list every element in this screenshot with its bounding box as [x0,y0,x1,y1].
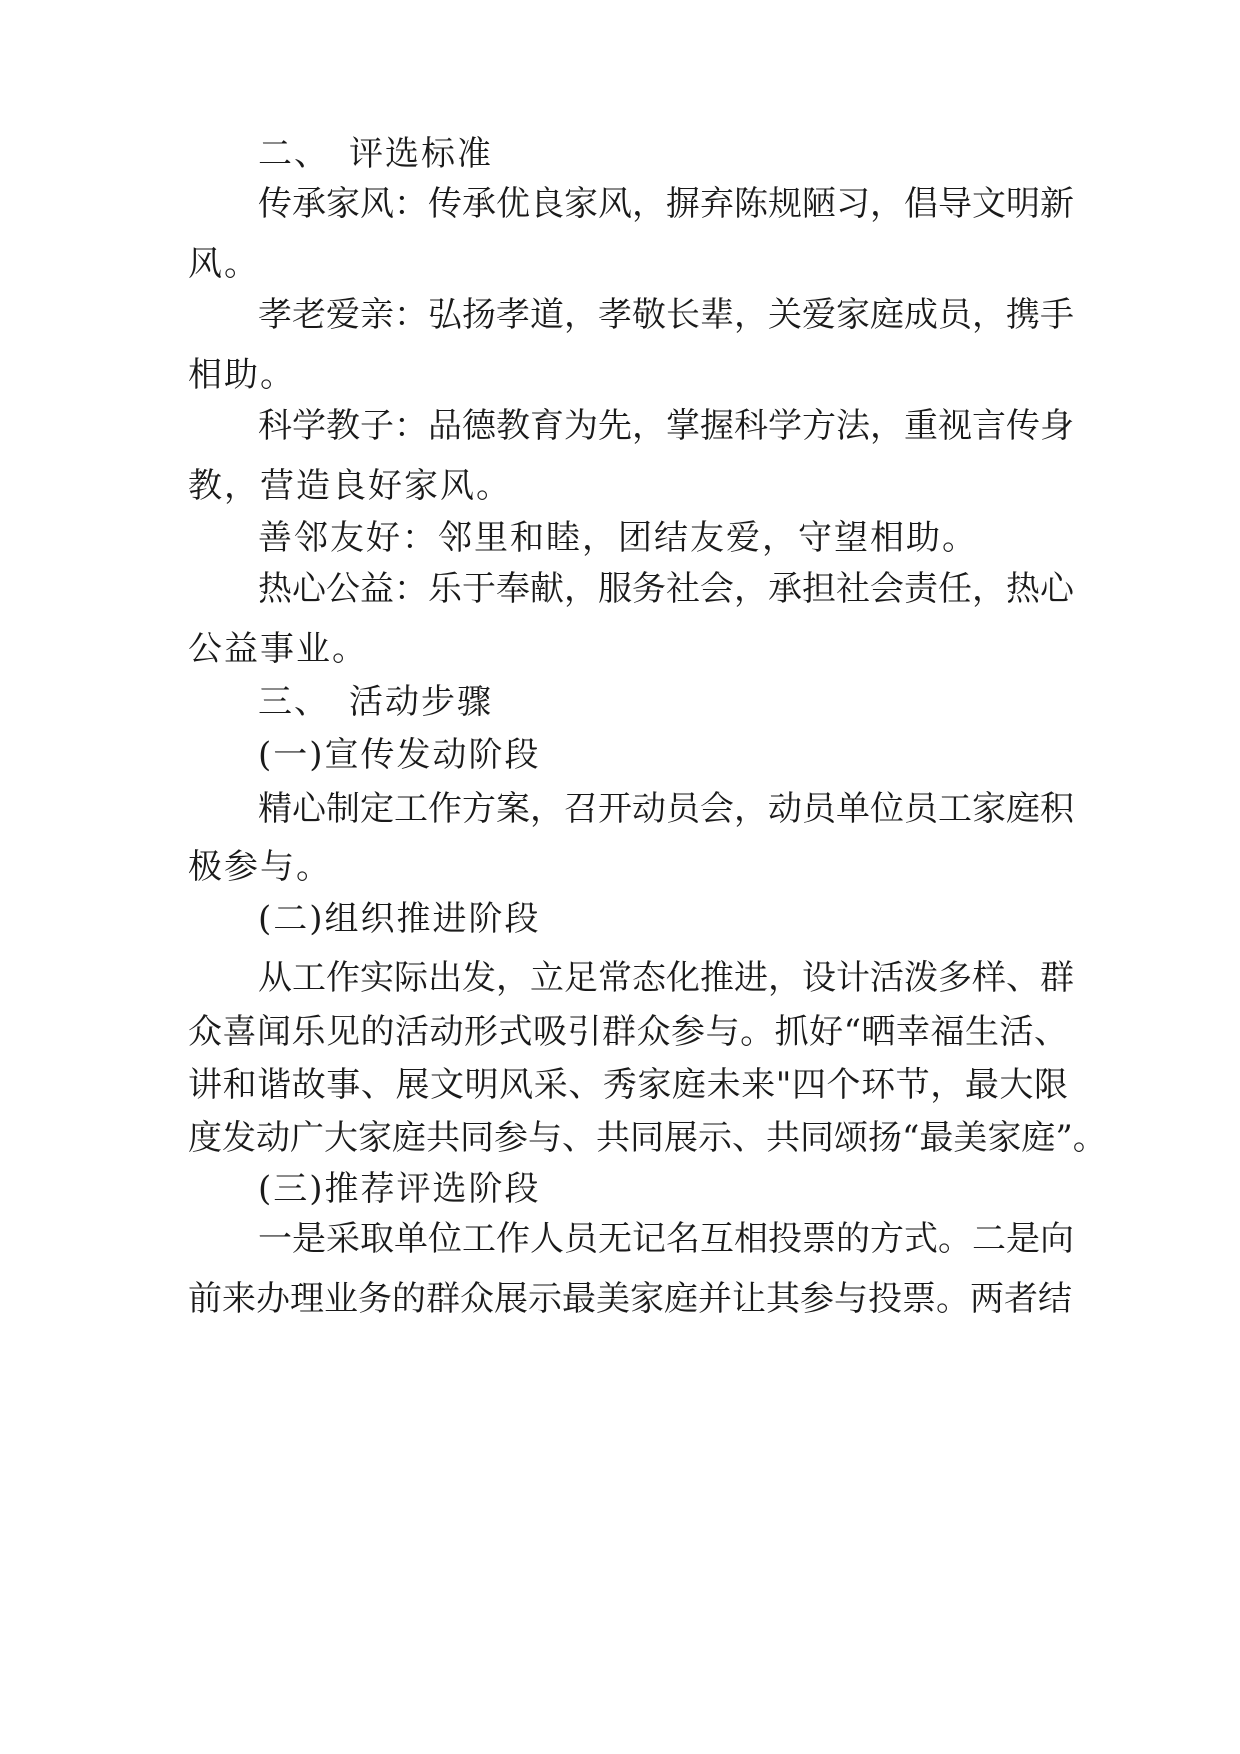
paragraph-line: 度发动广大家庭共同参与、共同展示、共同颂扬“最美家庭”。 [188,1118,1107,1158]
paragraph-line: 孝老爱亲：弘扬孝道，孝敬长辈，关爱家庭成员，携手 [258,295,1074,335]
paragraph-line: 科学教子：品德教育为先，掌握科学方法，重视言传身 [258,406,1074,446]
paragraph-line: 前来办理业务的群众展示最美家庭并让其参与投票。两者结 [188,1279,1072,1319]
paragraph-line: 极参与。 [188,847,332,887]
paragraph-line: 善邻友好：邻里和睦，团结友爱，守望相助。 [258,518,978,558]
paragraph-line: 传承家风：传承优良家风，摒弃陈规陋习，倡导文明新 [258,184,1074,224]
paragraph-line: 一是采取单位工作人员无记名互相投票的方式。二是向 [258,1219,1074,1259]
paragraph-line: 风。 [188,244,260,284]
paragraph-line: 教，营造良好家风。 [188,466,512,506]
paragraph-line: 相助。 [188,355,296,395]
subsection-heading: (三)推荐评选阶段 [258,1169,541,1209]
section-heading-steps: 三、 活动步骤 [258,682,493,722]
paragraph-line: 精心制定工作方案，召开动员会，动员单位员工家庭积 [258,789,1074,829]
paragraph-line: 讲和谐故事、展文明风采、秀家庭未来"四个环节，最大限 [188,1065,1068,1105]
paragraph-line: 热心公益：乐于奉献，服务社会，承担社会责任，热心 [258,569,1074,609]
paragraph-line: 从工作实际出发，立足常态化推进，设计活泼多样、群 [258,958,1074,998]
subsection-heading: (二)组织推进阶段 [258,899,541,939]
paragraph-line: 众喜闻乐见的活动形式吸引群众参与。抓好“晒幸福生活、 [188,1012,1068,1052]
subsection-heading: (一)宣传发动阶段 [258,735,541,775]
section-heading-criteria: 二、 评选标准 [258,134,493,174]
paragraph-line: 公益事业。 [188,629,368,669]
